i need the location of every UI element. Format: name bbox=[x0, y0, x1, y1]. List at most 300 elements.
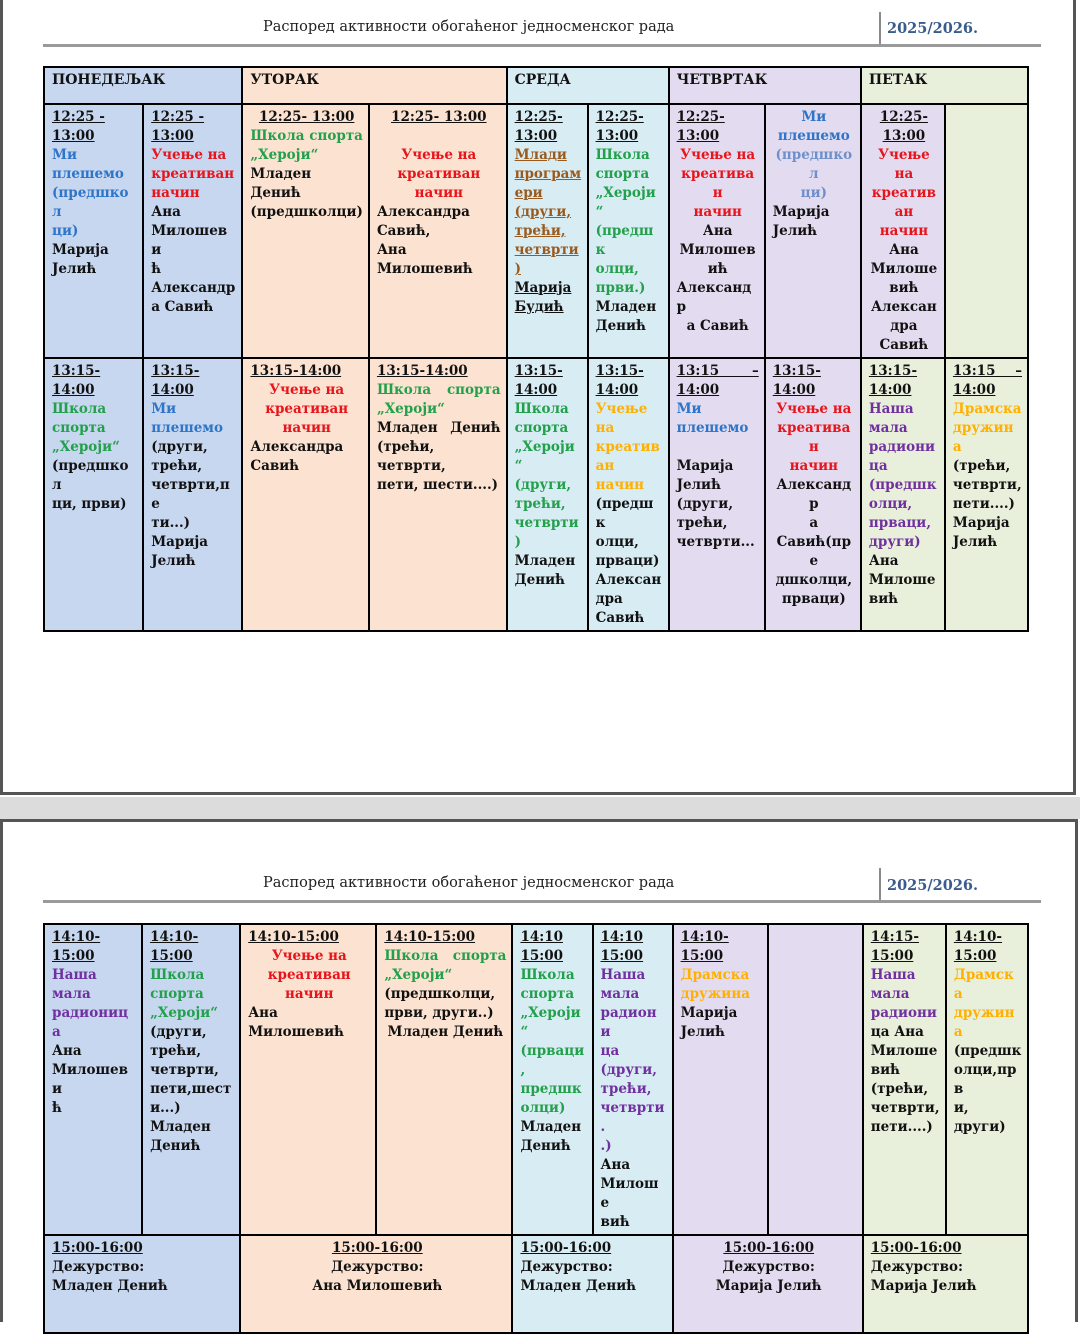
schedule-table-1 bbox=[43, 66, 1029, 632]
time-range: 14:00 bbox=[952, 382, 996, 398]
leader-name: Ана bbox=[376, 242, 407, 258]
leader-name: Савић bbox=[879, 337, 929, 353]
activity-name: мала bbox=[600, 986, 640, 1002]
duty-person: Марија Јелић bbox=[870, 1278, 977, 1294]
activity-cell bbox=[376, 924, 512, 1235]
activity-name: Учење bbox=[595, 401, 648, 417]
group-note: трећи, bbox=[151, 458, 203, 474]
activity-name: начин bbox=[789, 458, 838, 474]
time-range: 12:25- bbox=[514, 109, 563, 125]
duty-person: Марија Јелић bbox=[715, 1278, 822, 1294]
header-rule bbox=[43, 900, 1041, 903]
group-note: (предшк bbox=[595, 496, 654, 531]
leader-name: а Савић bbox=[686, 318, 749, 334]
group-note: олци,прв bbox=[953, 1062, 1017, 1097]
time-range: 15:00 bbox=[870, 948, 914, 964]
activity-name: Наша bbox=[870, 967, 916, 983]
group-note: и, други) bbox=[953, 1100, 1006, 1135]
leader-name: вић bbox=[889, 280, 919, 296]
activity-name: “ bbox=[595, 204, 604, 220]
time-range: 13:15- bbox=[595, 363, 644, 379]
activity-name: ци) bbox=[800, 185, 827, 201]
activity-cell bbox=[669, 104, 765, 358]
activity-name: Наша bbox=[52, 967, 97, 983]
leader-name: Јелић bbox=[772, 223, 818, 239]
activity-cell bbox=[765, 358, 861, 631]
activity-cell bbox=[588, 358, 669, 631]
schedule-table-2 bbox=[43, 923, 1029, 1334]
group-note: четврти, bbox=[150, 1062, 219, 1078]
leader-name: четврти... bbox=[676, 534, 755, 550]
time-range: 15:00 bbox=[520, 948, 563, 964]
activity-name: (предшкол bbox=[52, 185, 129, 220]
activity-name: „Хероји“ bbox=[250, 147, 319, 163]
activity-name: Учење на bbox=[151, 147, 227, 163]
activity-name: Школа спорта bbox=[384, 948, 507, 964]
duty-cell-friday bbox=[863, 1235, 1028, 1333]
group-note: и...) bbox=[150, 1100, 181, 1116]
time-range: 13:15 – bbox=[676, 363, 759, 379]
time-slot-row bbox=[44, 924, 1028, 1235]
leader-name: Марија bbox=[514, 280, 572, 296]
activity-name: “ bbox=[520, 1024, 529, 1040]
activity-cell bbox=[945, 358, 1028, 631]
leader-name: (предшколци) bbox=[250, 204, 363, 220]
activity-name: радиони bbox=[600, 1005, 657, 1040]
leader-name: Марија bbox=[952, 515, 1010, 531]
group-note: трећи, bbox=[150, 1043, 202, 1059]
activity-name: дружина bbox=[953, 1005, 1015, 1040]
activity-name: начин bbox=[414, 185, 463, 201]
leader-name: Милошеви bbox=[151, 223, 228, 258]
time-range: 14:10 bbox=[600, 929, 644, 945]
time-range: 12:25- bbox=[879, 109, 928, 125]
leader-name: (предшколци, bbox=[384, 986, 496, 1002]
leader-name: Ана bbox=[52, 1043, 82, 1059]
time-range: 14:10- bbox=[953, 929, 1003, 945]
activity-name: „Хероји“ bbox=[150, 1005, 219, 1021]
activity-name: плешемо bbox=[777, 128, 850, 144]
time-range: 12:25 - bbox=[151, 109, 205, 125]
activity-name: програм bbox=[514, 166, 582, 182]
page-header-title: Распоред активности обогаћеног једносменског рада bbox=[263, 875, 675, 891]
leader-name: прваци) bbox=[781, 591, 846, 607]
time-range: 12:25- 13:00 bbox=[391, 109, 487, 125]
activity-cell bbox=[588, 104, 669, 358]
leader-name: ћ bbox=[151, 261, 162, 277]
activity-name: креативан bbox=[681, 166, 755, 201]
day-header-thursday: ЧЕТВРТАК bbox=[669, 67, 861, 104]
group-note: (други, bbox=[150, 1024, 207, 1040]
time-range: 15:00 bbox=[680, 948, 724, 964]
activity-name: мала bbox=[870, 986, 910, 1002]
time-range: 13:15 – bbox=[952, 363, 1022, 379]
activity-name: Учење на bbox=[776, 401, 852, 417]
leader-name: Будић bbox=[514, 299, 564, 315]
leader-name: Милошевић bbox=[248, 1024, 344, 1040]
activity-name: (предшкол bbox=[775, 147, 853, 182]
group-note: ци, први) bbox=[52, 496, 127, 512]
activity-cell bbox=[369, 358, 507, 631]
activity-name: ан начин bbox=[879, 204, 929, 239]
activity-cell bbox=[512, 924, 592, 1235]
leader-name: а Савић bbox=[151, 299, 214, 315]
activity-name: спорта bbox=[52, 420, 106, 436]
time-range: 14:10- bbox=[680, 929, 729, 945]
leader-name: Денић bbox=[595, 318, 646, 334]
leader-name: дра bbox=[595, 591, 623, 607]
activity-name: Наша bbox=[868, 401, 914, 417]
leader-name: Ана bbox=[151, 204, 181, 220]
leader-name: Ана bbox=[889, 242, 919, 258]
activity-name: Млади bbox=[514, 147, 567, 163]
time-range: 14:00 bbox=[514, 382, 558, 398]
time-range: 13:00 bbox=[882, 128, 926, 144]
activity-name: ) bbox=[514, 261, 521, 277]
activity-name: креативан bbox=[777, 420, 851, 455]
activity-name: креативан bbox=[151, 166, 235, 182]
time-range: 13:15- bbox=[868, 363, 918, 379]
time-range: 15:00-16:00 bbox=[331, 1240, 423, 1256]
time-range: 14:10 bbox=[520, 929, 563, 945]
duty-label: Дежурство: bbox=[52, 1259, 145, 1275]
activity-name: Ми bbox=[151, 401, 177, 417]
activity-cell bbox=[44, 104, 143, 358]
time-range: 13:00 bbox=[151, 128, 194, 144]
activity-name: дружина bbox=[680, 986, 750, 1002]
day-header-friday: ПЕТАК bbox=[861, 67, 1028, 104]
leader-name: Младен Денић bbox=[250, 166, 312, 201]
activity-name: спорта bbox=[520, 986, 575, 1002]
activity-name: Школа спорта bbox=[250, 128, 363, 144]
leader-name: Ана bbox=[600, 1157, 631, 1173]
activity-name: креативан bbox=[267, 967, 351, 983]
leader-name: Јелић bbox=[52, 261, 97, 277]
activity-name: начин bbox=[285, 986, 334, 1002]
time-slot-row bbox=[44, 358, 1028, 631]
activity-name: спорта bbox=[595, 166, 650, 182]
header-rule bbox=[43, 44, 1041, 47]
activity-name: плешемо bbox=[676, 420, 749, 436]
time-range: 13:00 bbox=[595, 128, 639, 144]
time-range: 14:00 bbox=[595, 382, 639, 398]
leader-name: Милошеви bbox=[52, 1062, 128, 1097]
leader-name: Ана bbox=[868, 553, 899, 569]
group-note: (предшк bbox=[953, 1043, 1022, 1059]
duty-cell-wednesday bbox=[512, 1235, 672, 1333]
activity-name: на bbox=[894, 166, 914, 182]
time-range: 13:15-14:00 bbox=[52, 363, 101, 398]
activity-cell bbox=[673, 924, 768, 1235]
duty-cell-tuesday bbox=[240, 1235, 512, 1333]
activity-name: Ми bbox=[52, 147, 77, 163]
activity-name: олци) bbox=[520, 1100, 566, 1116]
group-note: четврти, bbox=[952, 477, 1022, 493]
activity-name: ери bbox=[514, 185, 543, 201]
activity-name: начин bbox=[595, 477, 644, 493]
leader-name: Милошев bbox=[679, 242, 756, 258]
duty-label: Дежурство: bbox=[331, 1259, 424, 1275]
duty-cell-thursday bbox=[673, 1235, 863, 1333]
leader-name: Ана bbox=[702, 223, 733, 239]
leader-name: Марија bbox=[680, 1005, 738, 1021]
time-range: 15:00-16:00 bbox=[52, 1240, 143, 1256]
activity-name: Учење на bbox=[269, 382, 345, 398]
leader-name: Денић bbox=[520, 1138, 571, 1154]
leader-name: Марија bbox=[52, 242, 109, 258]
activity-name: начин bbox=[282, 420, 331, 436]
page-header-year: 2025/2026. bbox=[887, 877, 979, 894]
leader-name: Савић, bbox=[376, 223, 431, 239]
activity-cell bbox=[240, 924, 376, 1235]
activity-cell bbox=[44, 358, 143, 631]
activity-cell bbox=[507, 104, 588, 358]
duty-row bbox=[44, 1235, 1028, 1333]
activity-name: на bbox=[595, 420, 615, 436]
activity-name: начин bbox=[151, 185, 200, 201]
leader-name: Марија bbox=[151, 534, 208, 550]
header-divider bbox=[879, 12, 881, 46]
activity-name: трећи, bbox=[514, 223, 566, 239]
activity-name: олци, bbox=[868, 496, 913, 512]
leader-name: вић bbox=[870, 1062, 900, 1078]
day-header-monday: ПОНЕДЕЉАК bbox=[44, 67, 242, 104]
leader-name: Јелић bbox=[151, 553, 196, 569]
activity-name: четврти bbox=[514, 242, 579, 258]
activity-name: Наша bbox=[600, 967, 646, 983]
leader-name: први, други..) bbox=[384, 1005, 494, 1021]
leader-name: Александр bbox=[776, 477, 852, 512]
time-range: 12:25- bbox=[676, 109, 725, 125]
activity-name: радиони bbox=[868, 439, 935, 455]
activity-name: Учење на bbox=[680, 147, 756, 163]
activity-name: ца bbox=[868, 458, 888, 474]
time-range: 14:10-15:00 bbox=[384, 929, 476, 945]
activity-name: прваци, bbox=[868, 515, 932, 531]
day-header-wednesday: СРЕДА bbox=[507, 67, 669, 104]
leader-name: пети....) bbox=[870, 1119, 933, 1135]
duty-person: Младен Денић bbox=[52, 1278, 168, 1294]
activity-name: трећи, bbox=[600, 1081, 652, 1097]
leader-name: Милоше bbox=[870, 1043, 938, 1059]
group-note: прваци) bbox=[595, 553, 660, 569]
time-range: 13:00 bbox=[676, 128, 720, 144]
activity-cell bbox=[44, 924, 142, 1235]
leader-name: вић bbox=[868, 591, 899, 607]
activity-name: Драмска bbox=[952, 401, 1022, 417]
time-range: 15:00-16:00 bbox=[870, 1240, 962, 1256]
leader-name: Милоше bbox=[600, 1176, 659, 1211]
page-header-year: 2025/2026. bbox=[887, 20, 979, 37]
leader-name: (трећи, четврти, bbox=[376, 439, 446, 474]
activity-cell bbox=[861, 104, 945, 358]
activity-cell bbox=[765, 104, 861, 358]
activity-cell bbox=[863, 924, 946, 1235]
activity-name: Учење bbox=[878, 147, 930, 163]
group-note: пети,шест bbox=[150, 1081, 232, 1097]
activity-name: спорта bbox=[514, 420, 569, 436]
activity-name: спорта bbox=[150, 986, 204, 1002]
duty-person: Ана Милошевић bbox=[312, 1278, 443, 1294]
leader-name: Младен bbox=[150, 1119, 211, 1135]
activity-name: радионица bbox=[52, 1005, 129, 1040]
group-note: (предшк bbox=[595, 223, 654, 258]
time-range: 13:15- bbox=[514, 363, 563, 379]
activity-name: „Хероји“ bbox=[52, 439, 120, 455]
time-range: 14:00 bbox=[868, 382, 912, 398]
activity-name: (други, bbox=[600, 1062, 657, 1078]
activity-name: Школа bbox=[595, 147, 650, 163]
leader-name: Александра bbox=[376, 204, 470, 220]
activity-cell bbox=[143, 358, 242, 631]
time-range: 14:00 bbox=[676, 382, 720, 398]
activity-name: .) bbox=[600, 1138, 612, 1154]
leader-name: а bbox=[809, 515, 819, 531]
time-range: 14:10-15:00 bbox=[52, 929, 101, 964]
time-range: 15:00-16:00 bbox=[520, 1240, 612, 1256]
leader-name: пети, шести....) bbox=[376, 477, 499, 493]
activity-name: Ми bbox=[676, 401, 702, 417]
activity-name: “ (други, bbox=[514, 458, 572, 493]
leader-name: Марија bbox=[772, 204, 830, 220]
activity-name: Учење на bbox=[401, 147, 477, 163]
leader-name: Јелић bbox=[680, 1024, 725, 1040]
activity-name: ци) bbox=[52, 223, 79, 239]
leader-name: Алексан bbox=[595, 572, 662, 588]
leader-name: (трећи, bbox=[870, 1081, 929, 1097]
time-range: 14:00 bbox=[772, 382, 816, 398]
time-slot-row bbox=[44, 104, 1028, 358]
activity-name: креативан bbox=[265, 401, 349, 417]
activity-name: „Хероји bbox=[595, 185, 656, 201]
activity-cell bbox=[946, 924, 1028, 1235]
leader-name: Младен Денић bbox=[376, 420, 501, 436]
duty-label: Дежурство: bbox=[870, 1259, 964, 1275]
page-header-title: Распоред активности обогаћеног једносменског рада bbox=[263, 19, 675, 35]
leader-name: ћ bbox=[52, 1100, 62, 1116]
activity-name: Школа bbox=[514, 401, 569, 417]
empty-cell bbox=[945, 104, 1028, 358]
group-note: олци, bbox=[595, 261, 639, 277]
activity-name: Ми bbox=[801, 109, 827, 125]
leader-name: Младен bbox=[520, 1119, 582, 1135]
time-range: 14:10-15:00 bbox=[248, 929, 339, 945]
group-note: олци, bbox=[595, 534, 639, 550]
group-note: (трећи, bbox=[952, 458, 1011, 474]
time-range: 12:25- bbox=[595, 109, 644, 125]
activity-cell bbox=[669, 358, 765, 631]
duty-label: Дежурство: bbox=[520, 1259, 613, 1275]
document-page-2 bbox=[0, 819, 1078, 1322]
leader-name: Денић bbox=[514, 572, 565, 588]
leader-name: трећи, bbox=[676, 515, 728, 531]
leader-name: Алексан bbox=[871, 299, 937, 315]
leader-name: Денић bbox=[150, 1138, 201, 1154]
leader-name: (други, bbox=[676, 496, 734, 512]
activity-cell bbox=[593, 924, 673, 1235]
duty-cell-monday bbox=[44, 1235, 240, 1333]
leader-name: Савић bbox=[595, 610, 645, 626]
time-range: 15:00-16:00 bbox=[723, 1240, 815, 1256]
time-range: 12:25- 13:00 bbox=[258, 109, 355, 125]
activity-name: „Хероји“ bbox=[376, 401, 445, 417]
activity-name: креатив bbox=[595, 439, 660, 455]
activity-name: плешемо bbox=[52, 166, 124, 182]
leader-name: Савић(пре bbox=[776, 534, 852, 569]
activity-cell bbox=[143, 104, 242, 358]
activity-name: (предшк bbox=[868, 477, 937, 493]
group-note: четврти,пе bbox=[151, 477, 230, 512]
activity-name: Драмска bbox=[680, 967, 750, 983]
activity-cell bbox=[369, 104, 507, 358]
activity-name: (други, bbox=[514, 204, 572, 220]
time-range: 13:15-14:00 bbox=[250, 363, 342, 379]
activity-name: начин bbox=[693, 204, 742, 220]
activity-name: Драмска bbox=[953, 967, 1014, 1002]
activity-name: ца bbox=[600, 1043, 620, 1059]
leader-name: Младен bbox=[595, 299, 657, 315]
group-note: (предшкол bbox=[52, 458, 129, 493]
leader-name: Александра bbox=[250, 439, 344, 455]
activity-name: „Хероји bbox=[514, 439, 575, 455]
activity-name: „Хероји“ bbox=[384, 967, 453, 983]
leader-name: ца Ана bbox=[870, 1024, 924, 1040]
time-range: 14:10-15:00 bbox=[150, 929, 199, 964]
group-note: (други, bbox=[151, 439, 208, 455]
duty-person: Младен Денић bbox=[520, 1278, 637, 1294]
activity-name: плешемо bbox=[151, 420, 224, 436]
leader-name: Јелић bbox=[676, 477, 721, 493]
leader-name: Младен Денић bbox=[387, 1024, 504, 1040]
activity-cell bbox=[861, 358, 945, 631]
activity-name: Школа спорта bbox=[376, 382, 501, 398]
leader-name: Александр bbox=[151, 280, 236, 296]
activity-name: Учење на bbox=[271, 948, 347, 964]
time-range: 14:15- bbox=[870, 929, 919, 945]
leader-name: Јелић bbox=[952, 534, 998, 550]
leader-name: дра bbox=[890, 318, 918, 334]
activity-name: дружина bbox=[952, 420, 1014, 455]
activity-cell bbox=[507, 358, 588, 631]
activity-cell bbox=[242, 104, 369, 358]
activity-name: креатив bbox=[871, 185, 937, 201]
empty-cell bbox=[768, 924, 863, 1235]
time-range: 13:00 bbox=[52, 128, 95, 144]
activity-name: Школа bbox=[520, 967, 575, 983]
leader-name: Милоше bbox=[870, 261, 938, 277]
header-divider bbox=[879, 868, 881, 902]
activity-name: „Хероји bbox=[520, 1005, 581, 1021]
leader-name: четврти, bbox=[870, 1100, 940, 1116]
activity-name: предшк bbox=[520, 1081, 582, 1097]
leader-name: дшколци, bbox=[775, 572, 853, 588]
time-range: 13:15- bbox=[772, 363, 821, 379]
leader-name: Александр bbox=[676, 280, 752, 315]
activity-name: четврти) bbox=[514, 515, 579, 550]
time-range: 15:00 bbox=[600, 948, 644, 964]
leader-name: Милоше bbox=[868, 572, 936, 588]
activity-name: Школа bbox=[52, 401, 107, 417]
activity-name: креативан bbox=[397, 166, 481, 182]
duty-label: Дежурство: bbox=[722, 1259, 815, 1275]
leader-name: Младен bbox=[514, 553, 576, 569]
activity-name: ан bbox=[595, 458, 615, 474]
group-note: први.) bbox=[595, 280, 646, 296]
activity-name: мала bbox=[52, 986, 91, 1002]
time-range: 13:15-14:00 bbox=[151, 363, 200, 398]
time-range: 13:15-14:00 bbox=[376, 363, 468, 379]
leader-name: вић bbox=[600, 1214, 630, 1230]
